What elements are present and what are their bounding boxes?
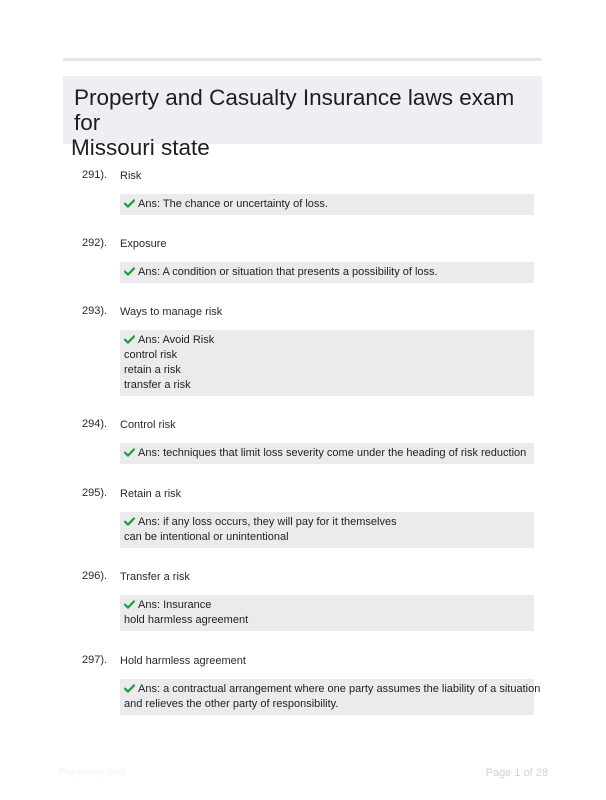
answer-text: Ans: a contractual arrangement where one party assumes the liability of a situation xyxy=(138,683,541,695)
answer-text: hold harmless agreement xyxy=(124,614,249,626)
question-number: 293). xyxy=(82,305,108,317)
answer-box xyxy=(120,330,534,396)
question-number: 295). xyxy=(82,487,108,499)
checkmark-icon xyxy=(124,684,135,693)
answer-box xyxy=(120,595,534,631)
checkmark-icon xyxy=(124,517,135,526)
answer-line xyxy=(124,598,530,613)
question-number: 294). xyxy=(82,418,108,430)
checkmark-icon xyxy=(124,267,135,276)
question-text: Ways to manage risk xyxy=(120,306,223,318)
answer-line xyxy=(124,363,530,378)
checkmark-icon xyxy=(124,600,135,609)
answer-line xyxy=(124,697,530,712)
answer-box xyxy=(120,262,534,283)
answer-box xyxy=(120,443,534,464)
page-title xyxy=(71,85,534,160)
answer-line xyxy=(124,682,541,697)
page-number: Page 1 of 28 xyxy=(485,767,548,779)
question-text: Hold harmless agreement xyxy=(120,655,246,667)
answer-text: control risk xyxy=(124,349,178,361)
page-title-line-1: Property and Casualty Insurance laws exam for xyxy=(74,85,515,135)
question-text: Control risk xyxy=(120,419,176,431)
checkmark-icon xyxy=(124,448,135,457)
answer-text: Ans: if any loss occurs, they will pay for it themselves xyxy=(138,516,397,528)
question-number: 292). xyxy=(82,237,108,249)
question-text: Retain a risk xyxy=(120,488,182,500)
question-number: 297). xyxy=(82,654,108,666)
checkmark-icon xyxy=(124,335,135,344)
answer-line xyxy=(124,265,530,280)
question-text: Exposure xyxy=(120,238,167,250)
answer-line xyxy=(124,348,530,363)
answer-text: Ans: Avoid Risk xyxy=(138,334,215,346)
top-divider xyxy=(63,58,542,61)
answer-text: Ans: Insurance xyxy=(138,599,212,611)
answer-text: can be intentional or unintentional xyxy=(124,531,289,543)
title-banner xyxy=(63,76,542,160)
question-number: 296). xyxy=(82,570,108,582)
question-number: 291). xyxy=(82,169,108,181)
answer-text: Ans: techniques that limit loss severity come under the heading of risk reduction xyxy=(138,447,527,459)
answer-text: Ans: The chance or uncertainty of loss. xyxy=(138,198,328,210)
answer-line xyxy=(124,446,530,461)
answer-box xyxy=(120,194,534,215)
answer-line xyxy=(124,197,530,212)
answer-text: transfer a risk xyxy=(124,379,191,391)
question-text: Transfer a risk xyxy=(120,571,190,583)
answer-line xyxy=(124,530,530,545)
answer-line xyxy=(124,515,530,530)
answer-line xyxy=(124,333,530,348)
footer-watermark: Paperhelp.com xyxy=(59,767,127,778)
answer-line xyxy=(124,613,530,628)
question-text: Risk xyxy=(120,170,142,182)
answer-text: Ans: A condition or situation that presents a possibility of loss. xyxy=(138,266,438,278)
page-title-line-2: Missouri state xyxy=(71,135,210,160)
answer-text: and relieves the other party of responsibility. xyxy=(124,698,339,710)
answer-line xyxy=(124,378,530,393)
answer-box xyxy=(120,512,534,548)
answer-text: retain a risk xyxy=(124,364,181,376)
answer-box xyxy=(120,679,541,715)
checkmark-icon xyxy=(124,199,135,208)
